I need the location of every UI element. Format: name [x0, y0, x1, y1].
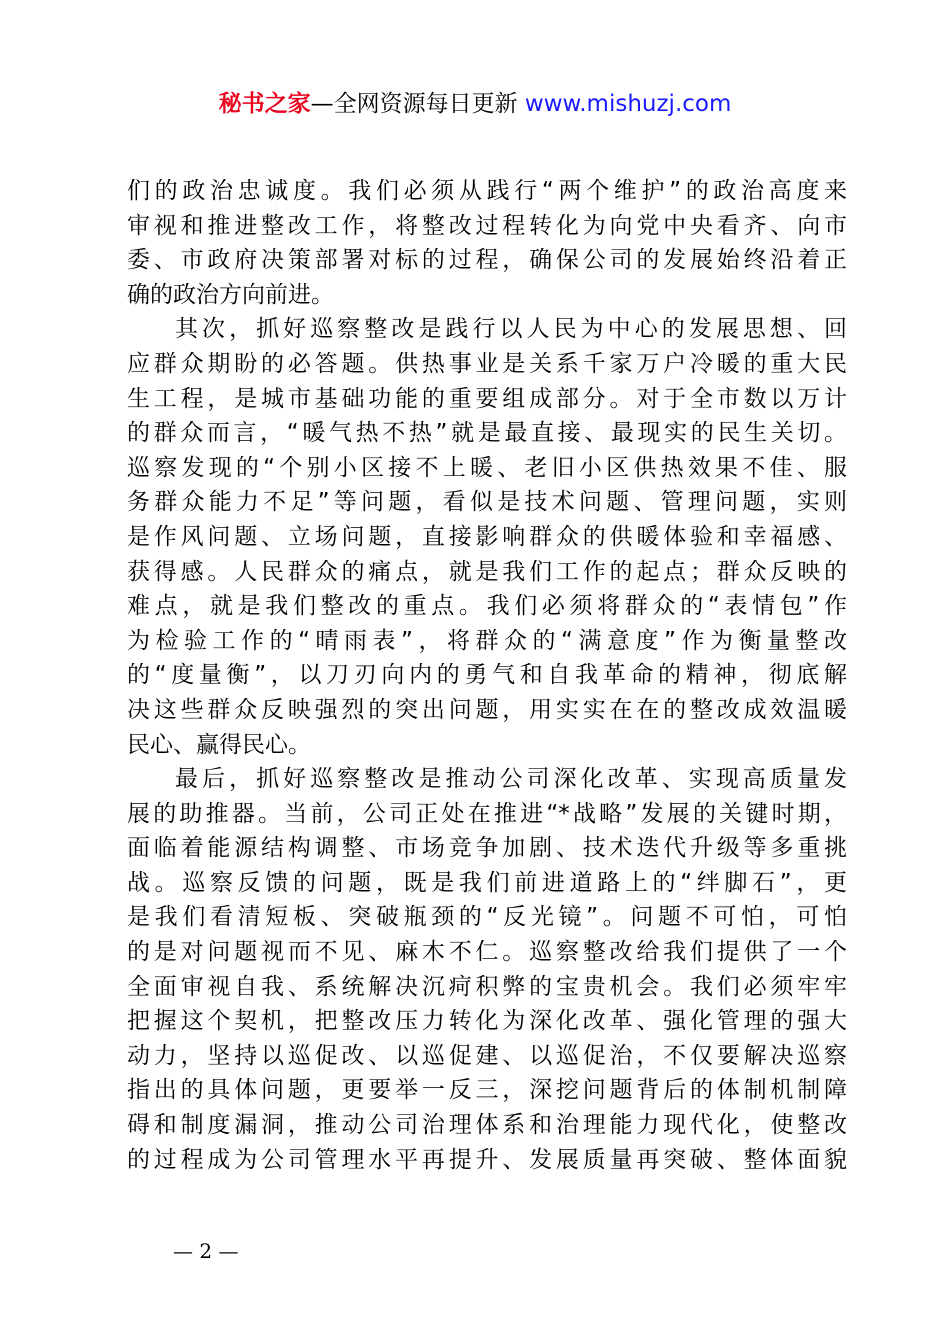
text-line: 的“度量衡”，以刀刃向内的勇气和自我革命的精神，彻底解 [127, 662, 847, 689]
text-line: 其次，抓好巡察整改是践行以人民为中心的发展思想、回 [175, 316, 847, 343]
text-line: 指出的具体问题，更要举一反三，深挖问题背后的体制机制障 [127, 1077, 847, 1104]
text-line: 获得感。人民群众的痛点，就是我们工作的起点；群众反映的 [127, 558, 847, 585]
text-line: 们的政治忠诚度。我们必须从践行“两个维护”的政治高度来 [127, 178, 847, 204]
text-line: 的过程成为公司管理水平再提升、发展质量再突破、整体面貌 [127, 1146, 847, 1173]
text-line: 碍和制度漏洞，推动公司治理体系和治理能力现代化，使整改 [127, 1112, 847, 1139]
paragraph [127, 312, 847, 762]
text-line: 面临着能源结构调整、市场竞争加剧、技术迭代升级等多重挑 [127, 835, 847, 862]
text-line: 最后，抓好巡察整改是推动公司深化改革、实现高质量发 [175, 766, 847, 793]
text-line: 巡察发现的“个别小区接不上暖、老旧小区供热效果不佳、服 [127, 454, 847, 481]
brand-name: 秘书之家 [218, 91, 311, 117]
text-line: 务群众能力不足”等问题，看似是技术问题、管理问题，实则 [127, 489, 847, 516]
text-line: 的是对问题视而不见、麻木不仁。巡察整改给我们提供了一个 [127, 939, 847, 966]
text-line: 展的助推器。当前，公司正处在推进“*战略”发展的关键时期， [127, 800, 847, 827]
text-line: 应群众期盼的必答题。供热事业是关系千家万户冷暖的重大民 [127, 350, 847, 377]
header-tagline: —全网资源每日更新 [310, 91, 518, 117]
text-line: 是我们看清短板、突破瓶颈的“反光镜”。问题不可怕，可怕 [127, 904, 847, 931]
paragraph [127, 762, 847, 1177]
text-line: 民心、赢得民心。 [127, 731, 311, 758]
text-line: 是作风问题、立场问题，直接影响群众的供暖体验和幸福感、 [127, 523, 847, 550]
text-line: 全面审视自我、系统解决沉疴积弊的宝贵机会。我们必须牢牢 [127, 973, 847, 1000]
text-line: 难点，就是我们整改的重点。我们必须将群众的“表情包”作 [127, 593, 847, 620]
text-line: 为检验工作的“晴雨表”，将群众的“满意度”作为衡量整改 [127, 627, 847, 654]
text-line: 确的政治方向前进。 [127, 281, 334, 308]
text-line: 委、市政府决策部署对标的过程，确保公司的发展始终沿着正 [127, 247, 847, 274]
text-line: 把握这个契机，把整改压力转化为深化改革、强化管理的强大 [127, 1008, 847, 1035]
text-line: 决这些群众反映强烈的突出问题，用实实在在的整改成效温暖 [127, 696, 847, 723]
document-body [127, 174, 847, 1177]
text-line: 的群众而言，“暖气热不热”就是最直接、最现实的民生关切。 [127, 420, 847, 447]
text-line: 生工程，是城市基础功能的重要组成部分。对于全市数以万计 [127, 385, 847, 412]
text-line: 动力，坚持以巡促改、以巡促建、以巡促治，不仅要解决巡察 [127, 1042, 847, 1069]
paragraph [127, 174, 847, 312]
page-number: — 2 — [173, 1239, 239, 1263]
site-header [0, 88, 950, 120]
site-url-link[interactable]: www.mishuzj.com [524, 91, 732, 117]
text-line: 审视和推进整改工作，将整改过程转化为向党中央看齐、向市 [127, 212, 847, 239]
text-line: 战。巡察反馈的问题，既是我们前进道路上的“绊脚石”，更 [127, 869, 847, 896]
